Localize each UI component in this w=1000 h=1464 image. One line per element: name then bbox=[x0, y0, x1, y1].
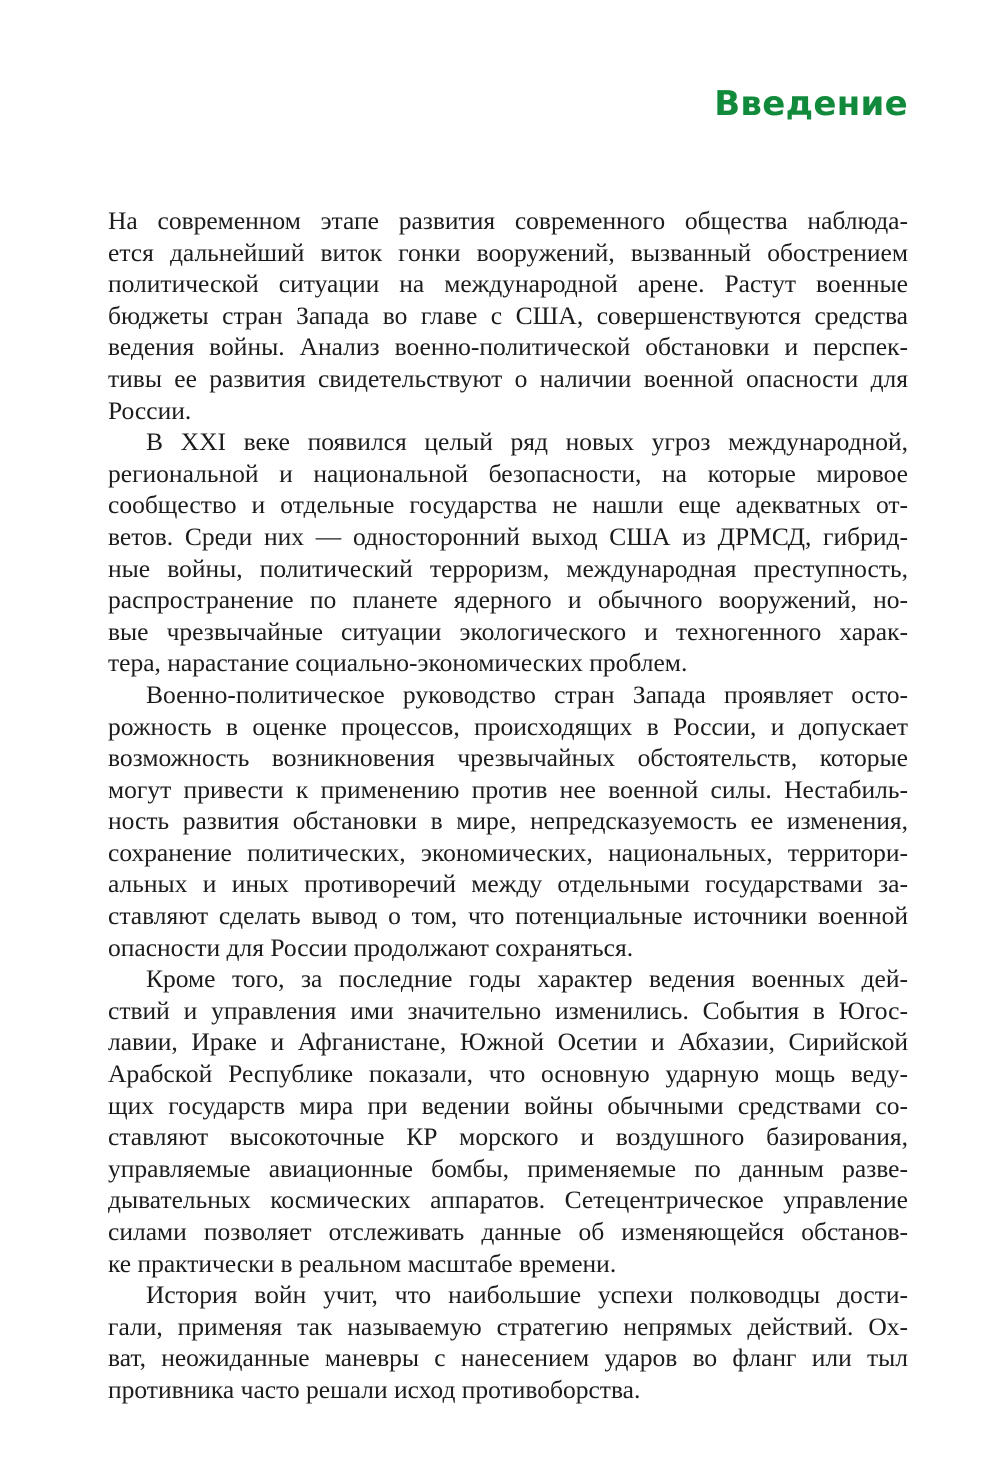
text-line: альных и иных противоречий между отдельными государствами за- bbox=[108, 869, 908, 899]
paragraph bbox=[108, 963, 908, 1279]
text-line: бюджеты стран Запада во главе с США, совершенствуются средства bbox=[108, 300, 908, 330]
text-line: лавии, Ираке и Афганистане, Южной Осетии и Абхазии, Сирийской bbox=[108, 1027, 908, 1057]
text-line: управляемые авиационные бомбы, применяемые по данным разве- bbox=[108, 1153, 908, 1183]
text-line: возможность возникновения чрезвычайных обстоятельств, которые bbox=[108, 743, 908, 773]
text-line: щих государств мира при ведении войны обычными средствами со- bbox=[108, 1090, 908, 1120]
text-line: сообщество и отдельные государства не нашли еще адекватных от- bbox=[108, 490, 908, 520]
text-line: На современном этапе развития современного общества наблюда- bbox=[108, 206, 908, 235]
book-page bbox=[108, 0, 908, 1464]
text-line: тера, нарастание социально-экономических проблем. bbox=[108, 648, 688, 678]
text-line: противника часто решали исход противоборства. bbox=[108, 1374, 641, 1404]
text-line: ствий и управления ими значительно изменились. События в Югос- bbox=[108, 995, 908, 1025]
text-line: гали, применяя так называемую стратегию непрямых действий. Ох- bbox=[108, 1311, 908, 1341]
text-line: ность развития обстановки в мире, непредсказуемость ее изменения, bbox=[108, 806, 908, 836]
chapter-title: Введение bbox=[714, 84, 908, 124]
text-line: Кроме того, за последние годы характер ведения военных дей- bbox=[146, 964, 908, 994]
text-line: вые чрезвычайные ситуации экологического и техногенного харак- bbox=[108, 616, 908, 646]
text-line: России. bbox=[108, 395, 192, 425]
paragraph bbox=[108, 205, 908, 426]
text-line: опасности для России продолжают сохраняться. bbox=[108, 932, 634, 962]
text-line: ветов. Среди них — односторонний выход США из ДРМСД, гибрид- bbox=[108, 521, 908, 551]
text-line: Арабской Республике показали, что основную ударную мощь веду- bbox=[108, 1059, 908, 1089]
text-line: могут привести к применению против нее военной силы. Нестабиль- bbox=[108, 774, 908, 804]
text-line: сохранение политических, экономических, национальных, территори- bbox=[108, 837, 908, 867]
text-line: Военно-политическое руководство стран Запада проявляет осто- bbox=[146, 679, 908, 709]
text-line: распространение по планете ядерного и обычного вооружений, но- bbox=[108, 585, 908, 615]
paragraph bbox=[108, 1279, 908, 1405]
text-line: ке практически в реальном масштабе времени. bbox=[108, 1248, 617, 1278]
text-line: ется дальнейший виток гонки вооружений, вызванный обострением bbox=[108, 237, 908, 267]
text-line: ставляют сделать вывод о том, что потенциальные источники военной bbox=[108, 901, 908, 931]
text-line: рожность в оценке процессов, происходящих в России, и допускает bbox=[108, 711, 908, 741]
chapter-body bbox=[108, 205, 908, 1406]
text-line: ведения войны. Анализ военно-политической обстановки и перспек- bbox=[108, 332, 908, 362]
text-line: ват, неожиданные маневры с нанесением ударов во фланг или тыл bbox=[108, 1343, 908, 1373]
text-line: региональной и национальной безопасности, на которые мировое bbox=[108, 458, 908, 488]
text-line: В XXI веке появился целый ряд новых угроз международной, bbox=[146, 427, 908, 457]
text-line: ные войны, политический терроризм, международная преступность, bbox=[108, 553, 908, 583]
paragraph bbox=[108, 679, 908, 963]
text-line: История войн учит, что наибольшие успехи полководцы дости- bbox=[146, 1280, 908, 1310]
text-line: тивы ее развития свидетельствуют о наличии военной опасности для bbox=[108, 363, 908, 393]
paragraph bbox=[108, 426, 908, 679]
text-line: политической ситуации на международной арене. Растут военные bbox=[108, 269, 908, 299]
text-line: дывательных космических аппаратов. Сетецентрическое управление bbox=[108, 1185, 908, 1215]
text-line: ставляют высокоточные КР морского и воздушного базирования, bbox=[108, 1122, 908, 1152]
text-line: силами позволяет отслеживать данные об изменяющейся обстанов- bbox=[108, 1217, 908, 1246]
